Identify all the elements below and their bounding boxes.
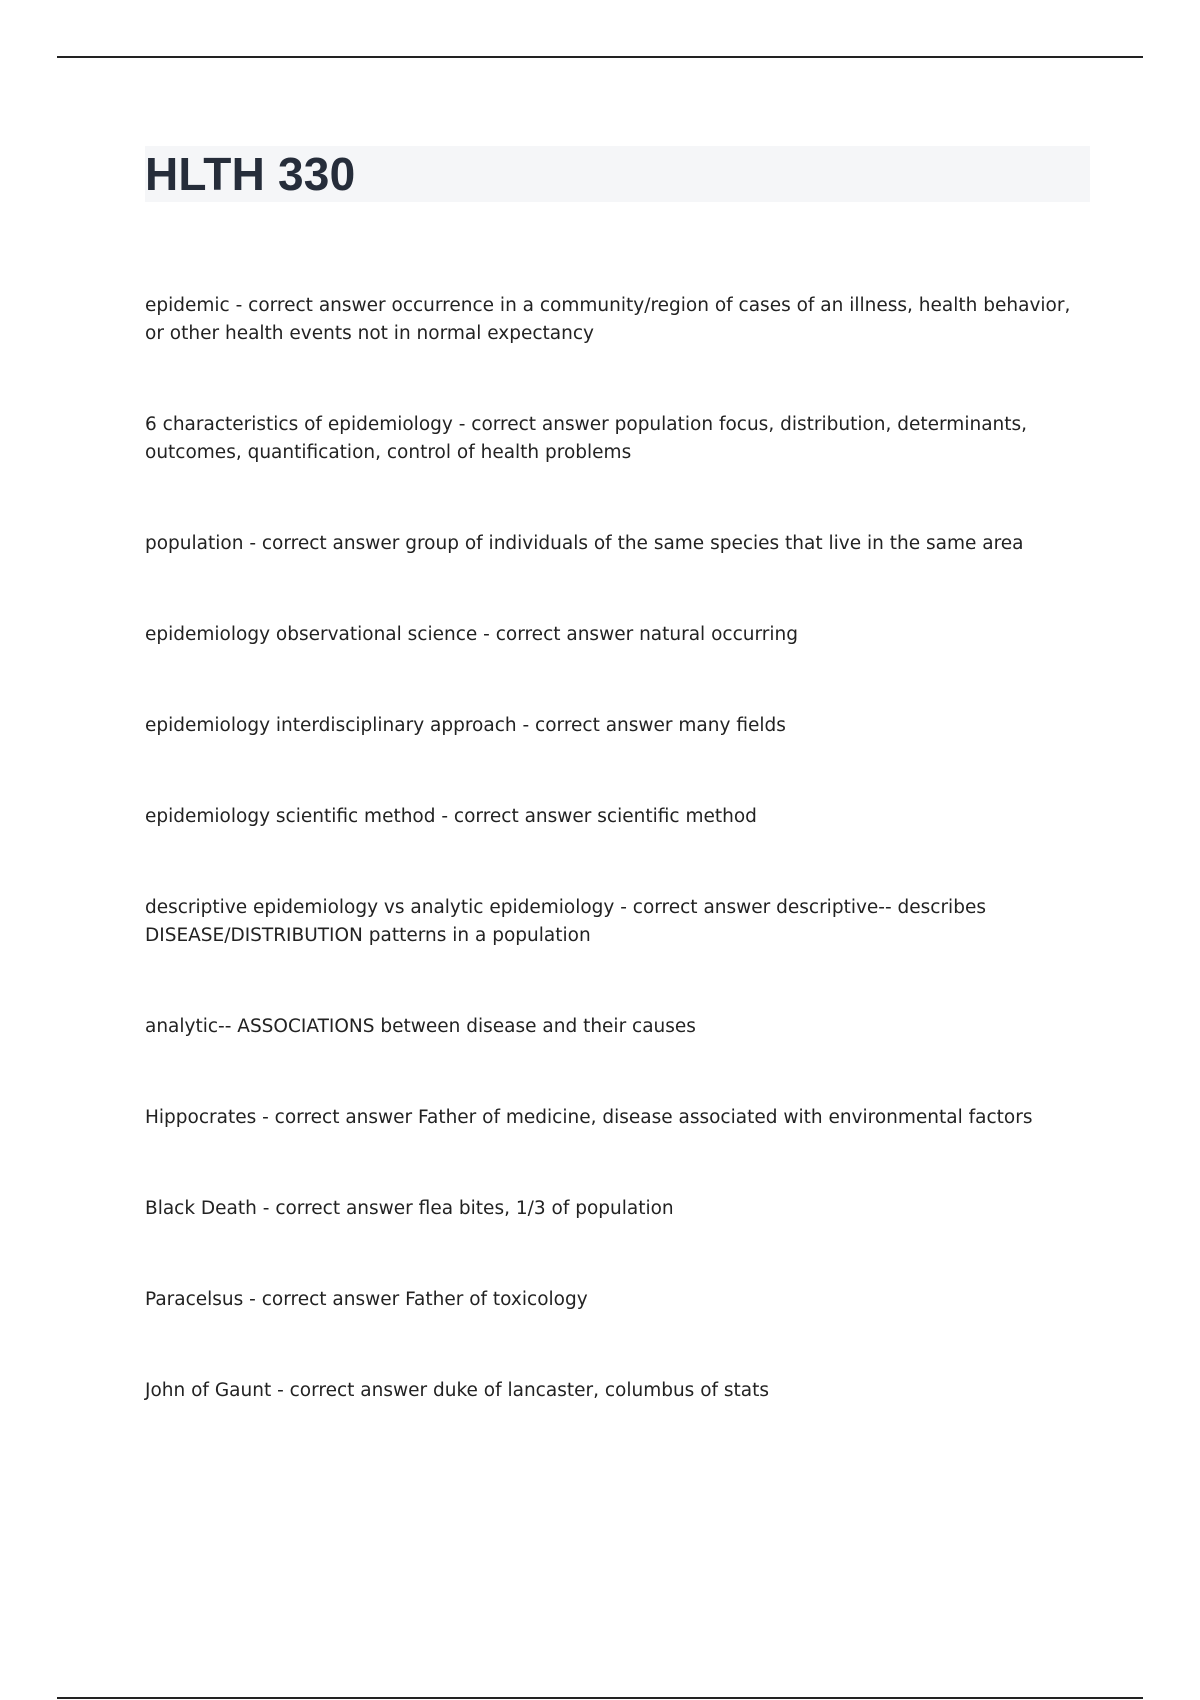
entry-interdisciplinary: epidemiology interdisciplinary approach - correct answer many fields — [145, 715, 786, 736]
entry-observational-science: epidemiology observational science - correct answer natural occurring — [145, 624, 798, 645]
entry-hippocrates: Hippocrates - correct answer Father of medicine, disease associated with environmental factors — [145, 1107, 1033, 1128]
entry-epidemic: epidemic - correct answer occurrence in a community/region of cases of an illness, health behavior, or other health events not in normal expectancy — [145, 295, 1071, 344]
bottom-divider — [57, 1697, 1143, 1699]
flashcard-list — [145, 292, 1085, 1468]
entry-characteristics: 6 characteristics of epidemiology - correct answer population focus, distribution, determinants, outcomes, quantification, control of health problems — [145, 414, 1028, 463]
entry-paracelsus: Paracelsus - correct answer Father of toxicology — [145, 1289, 588, 1310]
entry-black-death: Black Death - correct answer flea bites, 1/3 of population — [145, 1198, 674, 1219]
entry-descriptive-vs-analytic: descriptive epidemiology vs analytic epidemiology - correct answer descriptive-- describes DISEASE/DISTRIBUTION patterns in a population — [145, 897, 986, 946]
document-title: HLTH 330 — [145, 148, 356, 200]
top-divider — [57, 56, 1143, 58]
entry-population: population - correct answer group of individuals of the same species that live in the same area — [145, 533, 1024, 554]
entry-analytic: analytic-- ASSOCIATIONS between disease and their causes — [145, 1016, 696, 1037]
entry-scientific-method: epidemiology scientific method - correct answer scientific method — [145, 806, 757, 827]
entry-john-of-gaunt: John of Gaunt - correct answer duke of lancaster, columbus of stats — [145, 1380, 770, 1401]
